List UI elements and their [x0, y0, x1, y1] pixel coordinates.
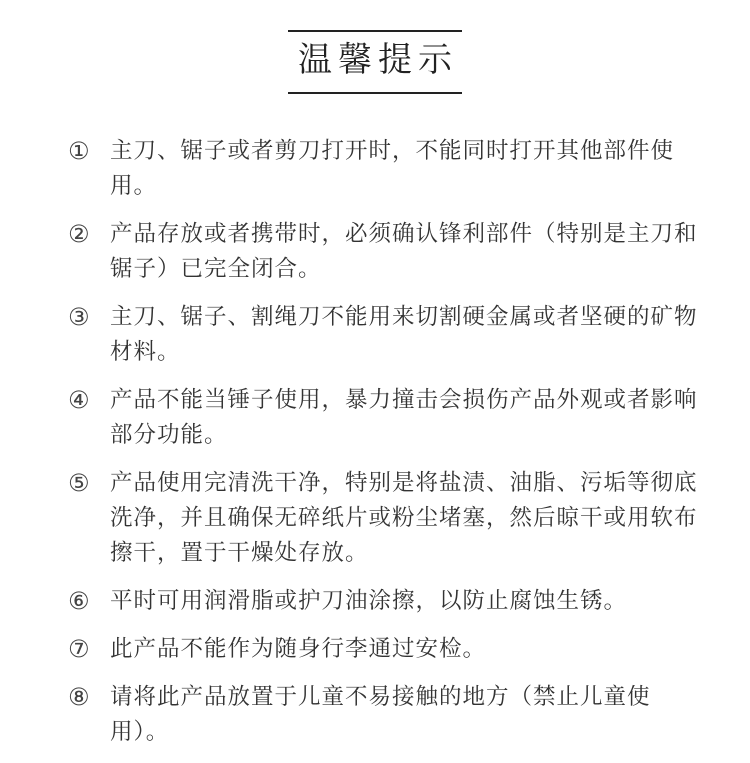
item-text: 请将此产品放置于儿童不易接触的地方（禁止儿童使用）。 [110, 684, 651, 745]
notice-list [68, 134, 708, 763]
item-text: 平时可用润滑脂或护刀油涂擦，以防止腐蚀生锈。 [110, 588, 628, 614]
item-number: ② [68, 220, 90, 248]
list-item [68, 300, 708, 370]
item-text: 此产品不能作为随身行李通过安检。 [110, 636, 487, 662]
item-number: ④ [68, 386, 90, 414]
item-number: ③ [68, 303, 90, 331]
page-title: 温馨提示 [288, 30, 462, 94]
item-number: ⑥ [68, 587, 90, 615]
item-text: 产品不能当锤子使用，暴力撞击会损伤产品外观或者影响部分功能。 [110, 387, 698, 448]
list-item [68, 584, 708, 619]
list-item [68, 466, 708, 571]
title-area [0, 30, 750, 94]
list-item [68, 134, 708, 204]
item-number: ① [68, 137, 90, 165]
item-number: ⑤ [68, 469, 90, 497]
item-text: 产品使用完清洗干净，特别是将盐渍、油脂、污垢等彻底洗净，并且确保无碎纸片或粉尘堵塞，然后晾干或用软布擦干，置于干燥处存放。 [110, 470, 698, 566]
list-item [68, 383, 708, 453]
list-item [68, 217, 708, 287]
item-text: 产品存放或者携带时，必须确认锋利部件（特别是主刀和锯子）已完全闭合。 [110, 221, 698, 282]
item-text: 主刀、锯子、割绳刀不能用来切割硬金属或者坚硬的矿物材料。 [110, 304, 698, 365]
item-number: ⑧ [68, 683, 90, 711]
item-number: ⑦ [68, 635, 90, 663]
item-text: 主刀、锯子或者剪刀打开时，不能同时打开其他部件使用。 [110, 138, 675, 199]
list-item [68, 680, 708, 750]
list-item [68, 632, 708, 667]
